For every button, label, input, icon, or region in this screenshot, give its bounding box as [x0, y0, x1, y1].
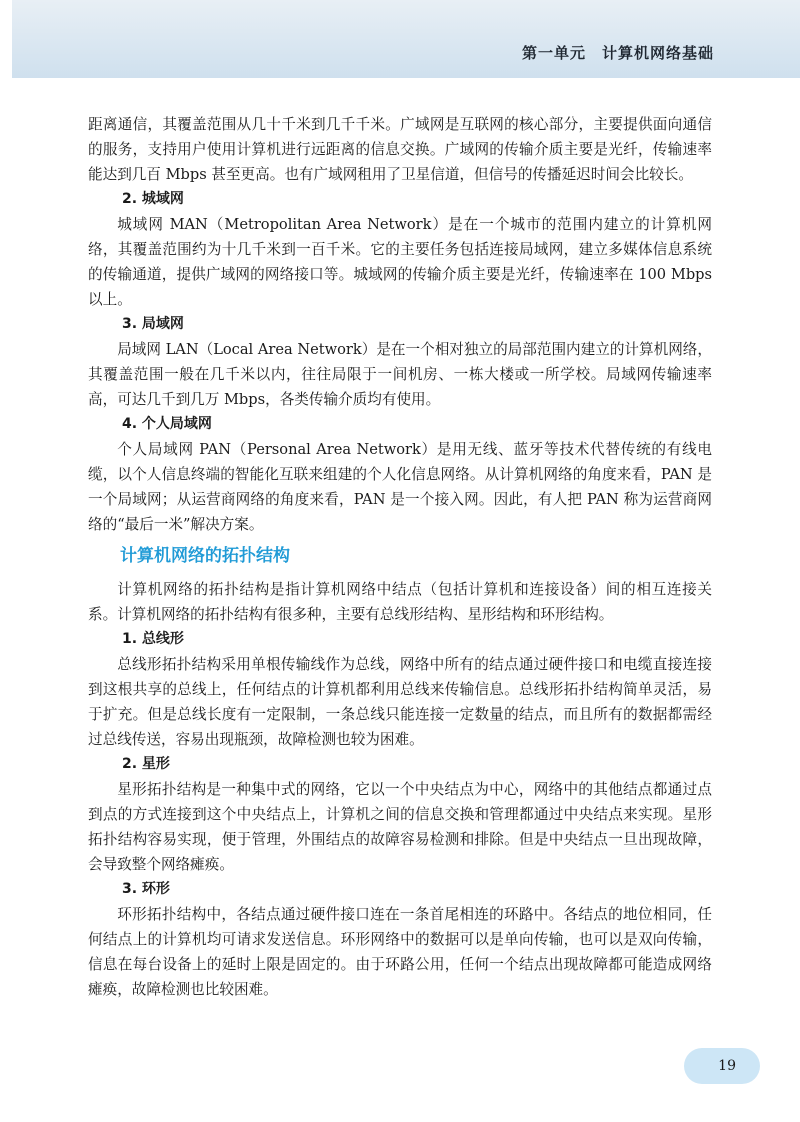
header-band	[12, 0, 800, 78]
running-header: 第一单元 计算机网络基础	[521, 44, 714, 62]
section-heading: 计算机网络的拓扑结构	[120, 546, 290, 566]
body-paragraph: 星形拓扑结构是一种集中式的网络，它以一个中央结点为中心，网络中的其他结点都通过点到点的方式连接到这个中央结点上，计算机之间的信息交换和管理都通过中央结点来实现。星形拓扑结构容易实现，便于管理，外围结点的故障容易检测和排除。但是中央结点一旦出现故障，会导致整个网络瘫痪。	[88, 781, 712, 873]
subsection-heading: 4. 个人局域网	[122, 416, 212, 432]
subsection-heading: 2. 城域网	[122, 191, 184, 207]
subsection-heading: 1. 总线形	[122, 631, 184, 647]
body-paragraph: 环形拓扑结构中，各结点通过硬件接口连在一条首尾相连的环路中。各结点的地位相同，任何结点上的计算机均可请求发送信息。环形网络中的数据可以是单向传输，也可以是双向传输，信息在每台设备上的延时上限是固定的。由于环路公用，任何一个结点出现故障都可能造成网络瘫痪，故障检测也比较困难。	[88, 906, 712, 998]
subsection-heading: 2. 星形	[122, 756, 170, 772]
page-body	[88, 112, 712, 1002]
body-paragraph: 个人局域网 PAN（Personal Area Network）是用无线、蓝牙等技术代替传统的有线电缆，以个人信息终端的智能化互联来组建的个人化信息网络。从计算机网络的角度来看，PAN 是一个局域网；从运营商网络的角度来看，PAN 是一个接入网。因此，有人把 PAN 称为运营商网络的“最后一米”解决方案。	[88, 441, 712, 533]
body-paragraph: 城域网 MAN（Metropolitan Area Network）是在一个城市的范围内建立的计算机网络，其覆盖范围约为十几千米到一百千米。它的主要任务包括连接局域网，建立多媒体信息系统的传输通道，提供广域网的网络接口等。城域网的传输介质主要是光纤，传输速率在 100 Mbps 以上。	[88, 216, 712, 308]
body-paragraph: 局域网 LAN（Local Area Network）是在一个相对独立的局部范围内建立的计算机网络，其覆盖范围一般在几千米以内，往往局限于一间机房、一栋大楼或一所学校。局域网传输速率高，可达几千到几万 Mbps，各类传输介质均有使用。	[88, 341, 712, 408]
page-number: 19	[718, 1058, 736, 1074]
subsection-heading: 3. 环形	[122, 881, 170, 897]
body-paragraph: 距离通信，其覆盖范围从几十千米到几千千米。广域网是互联网的核心部分，主要提供面向通信的服务，支持用户使用计算机进行远距离的信息交换。广域网的传输介质主要是光纤，传输速率能达到几百 Mbps 甚至更高。也有广域网租用了卫星信道，但信号的传播延迟时间会比较长。	[88, 116, 712, 183]
body-paragraph: 总线形拓扑结构采用单根传输线作为总线，网络中所有的结点通过硬件接口和电缆直接连接到这根共享的总线上，任何结点的计算机都利用总线来传输信息。总线形拓扑结构简单灵活，易于扩充。但是总线长度有一定限制，一条总线只能连接一定数量的结点，而且所有的数据都需经过总线传送，容易出现瓶颈，故障检测也较为困难。	[88, 656, 712, 748]
subsection-heading: 3. 局域网	[122, 316, 184, 332]
body-paragraph: 计算机网络的拓扑结构是指计算机网络中结点（包括计算机和连接设备）间的相互连接关系。计算机网络的拓扑结构有很多种，主要有总线形结构、星形结构和环形结构。	[88, 581, 712, 623]
